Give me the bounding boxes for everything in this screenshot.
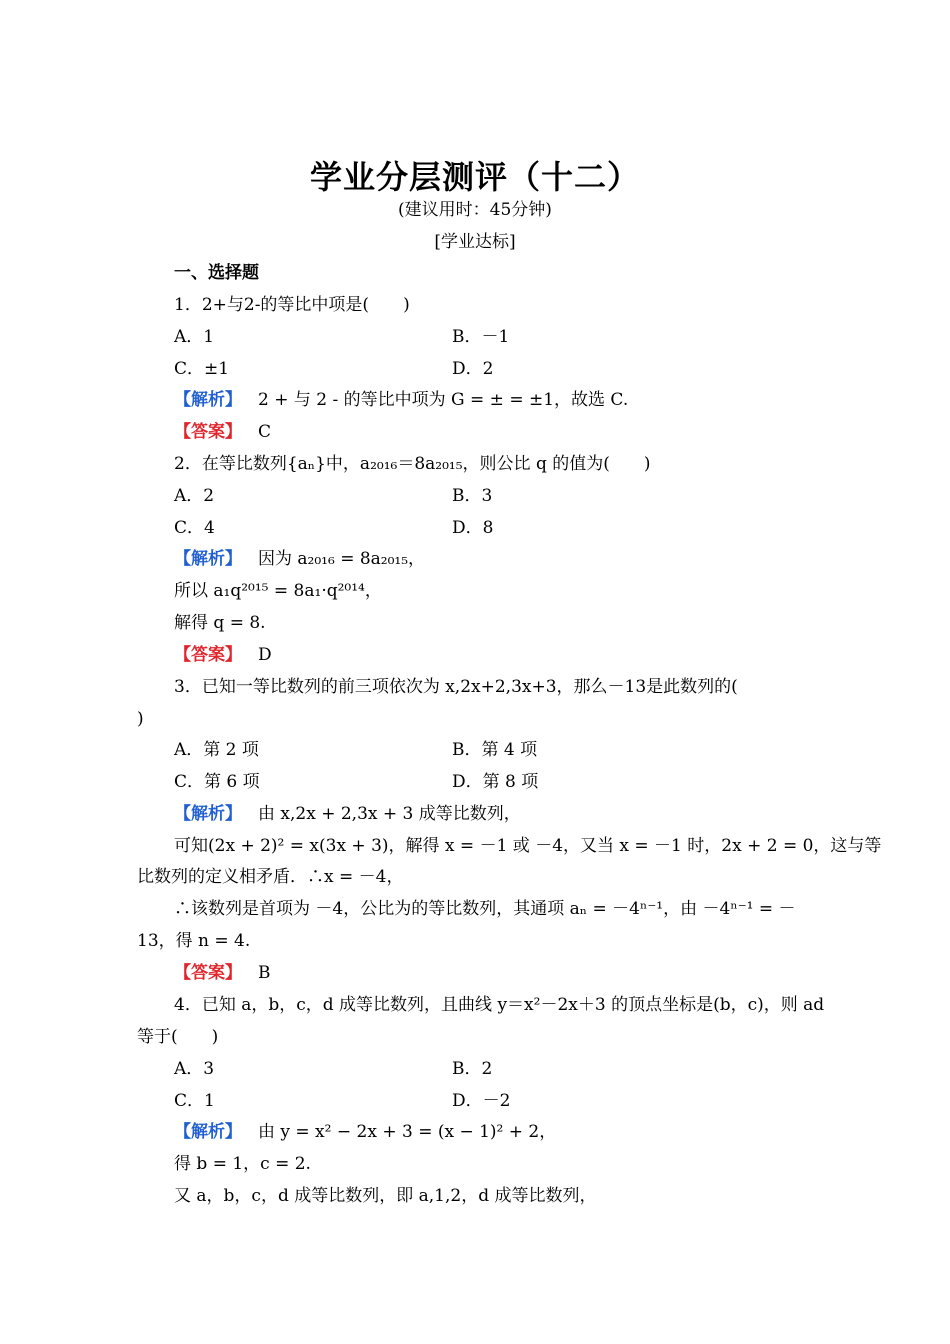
page-title: 学业分层测评（十二） <box>309 158 640 196</box>
q3-stem-line-2: ) <box>137 709 144 729</box>
q3-option-d: D．第 8 项 <box>452 772 539 792</box>
q2-analysis <box>174 548 425 570</box>
time-note: (建议用时：45分钟) <box>398 200 552 220</box>
analysis-tag: 【解析】 <box>174 1122 242 1142</box>
q4-analysis-line-2: 得 b = 1，c = 2. <box>174 1154 311 1174</box>
q3-option-a: A．第 2 项 <box>174 740 259 760</box>
q1-stem: 1．2+与2-的等比中项是( ) <box>174 295 410 315</box>
q2-option-b: B．3 <box>452 486 493 506</box>
q2-analysis-line-1: 因为 a₂₀₁₆ = 8a₂₀₁₅， <box>258 549 426 569</box>
q4-analysis-line-1: 由 y = x² − 2x + 3 = (x − 1)² + 2， <box>258 1122 557 1142</box>
q3-analysis-line-5: 13，得 n = 4. <box>137 931 251 951</box>
part-heading: 一、选择题 <box>174 263 259 283</box>
q3-analysis <box>174 803 521 825</box>
q3-answer <box>174 962 271 984</box>
q2-analysis-line-3: 解得 q = 8. <box>174 613 266 633</box>
q3-analysis-line-2: 可知(2x + 2)² = x(3x + 3)，解得 x = －1 或 －4，又当 x = －1 时，2x + 2 = 0，这与等 <box>174 836 882 856</box>
q3-answer-value: B <box>258 963 271 983</box>
q4-option-b: B．2 <box>452 1059 493 1079</box>
q1-answer <box>174 421 271 443</box>
q1-answer-value: C <box>258 422 272 442</box>
q4-stem-line-1: 4．已知 a，b，c，d 成等比数列，且曲线 y＝x²－2x＋3 的顶点坐标是(b，c)，则 ad <box>174 995 825 1015</box>
q4-option-a: A．3 <box>174 1059 215 1079</box>
q1-analysis-text: 2 + 与 2 - 的等比中项为 G = ± = ±1，故选 C. <box>258 390 629 410</box>
q4-analysis <box>174 1121 556 1143</box>
q4-option-d: D．－2 <box>452 1091 511 1111</box>
q3-option-b: B．第 4 项 <box>452 740 538 760</box>
analysis-tag: 【解析】 <box>174 804 242 824</box>
q4-analysis-line-3: 又 a，b，c，d 成等比数列，即 a,1,2，d 成等比数列， <box>174 1186 597 1206</box>
q2-answer <box>174 644 272 666</box>
q3-analysis-line-3: 比数列的定义相矛盾．∴x = －4， <box>137 867 404 887</box>
q4-option-c: C．1 <box>174 1091 215 1111</box>
q3-analysis-line-4: ∴该数列是首项为 －4，公比为的等比数列，其通项 aₙ = －4ⁿ⁻¹，由 －4ⁿ⁻¹ = － <box>174 899 796 919</box>
q3-analysis-line-1: 由 x,2x + 2,3x + 3 成等比数列， <box>258 804 521 824</box>
section-label: [学业达标] <box>434 232 516 252</box>
q2-option-a: A．2 <box>174 486 215 506</box>
analysis-tag: 【解析】 <box>174 390 242 410</box>
q3-stem-line-1: 3．已知一等比数列的前三项依次为 x,2x+2,3x+3，那么－13是此数列的( <box>174 677 738 697</box>
answer-tag: 【答案】 <box>174 963 242 983</box>
analysis-tag: 【解析】 <box>174 549 242 569</box>
q1-option-a: A．1 <box>174 327 215 347</box>
q1-option-c: C．±1 <box>174 359 230 379</box>
q1-option-b: B．－1 <box>452 327 510 347</box>
q2-option-d: D．8 <box>452 518 494 538</box>
q1-analysis <box>174 389 628 411</box>
q2-option-c: C．4 <box>174 518 215 538</box>
q1-option-d: D．2 <box>452 359 494 379</box>
q3-option-c: C．第 6 项 <box>174 772 260 792</box>
q2-analysis-line-2: 所以 a₁q²⁰¹⁵ = 8a₁·q²⁰¹⁴， <box>174 581 382 601</box>
q2-answer-value: D <box>258 645 272 665</box>
q4-stem-line-2: 等于( ) <box>137 1027 219 1047</box>
answer-tag: 【答案】 <box>174 422 242 442</box>
q2-stem: 2．在等比数列{aₙ}中，a₂₀₁₆＝8a₂₀₁₅，则公比 q 的值为( ) <box>174 454 651 474</box>
answer-tag: 【答案】 <box>174 645 242 665</box>
